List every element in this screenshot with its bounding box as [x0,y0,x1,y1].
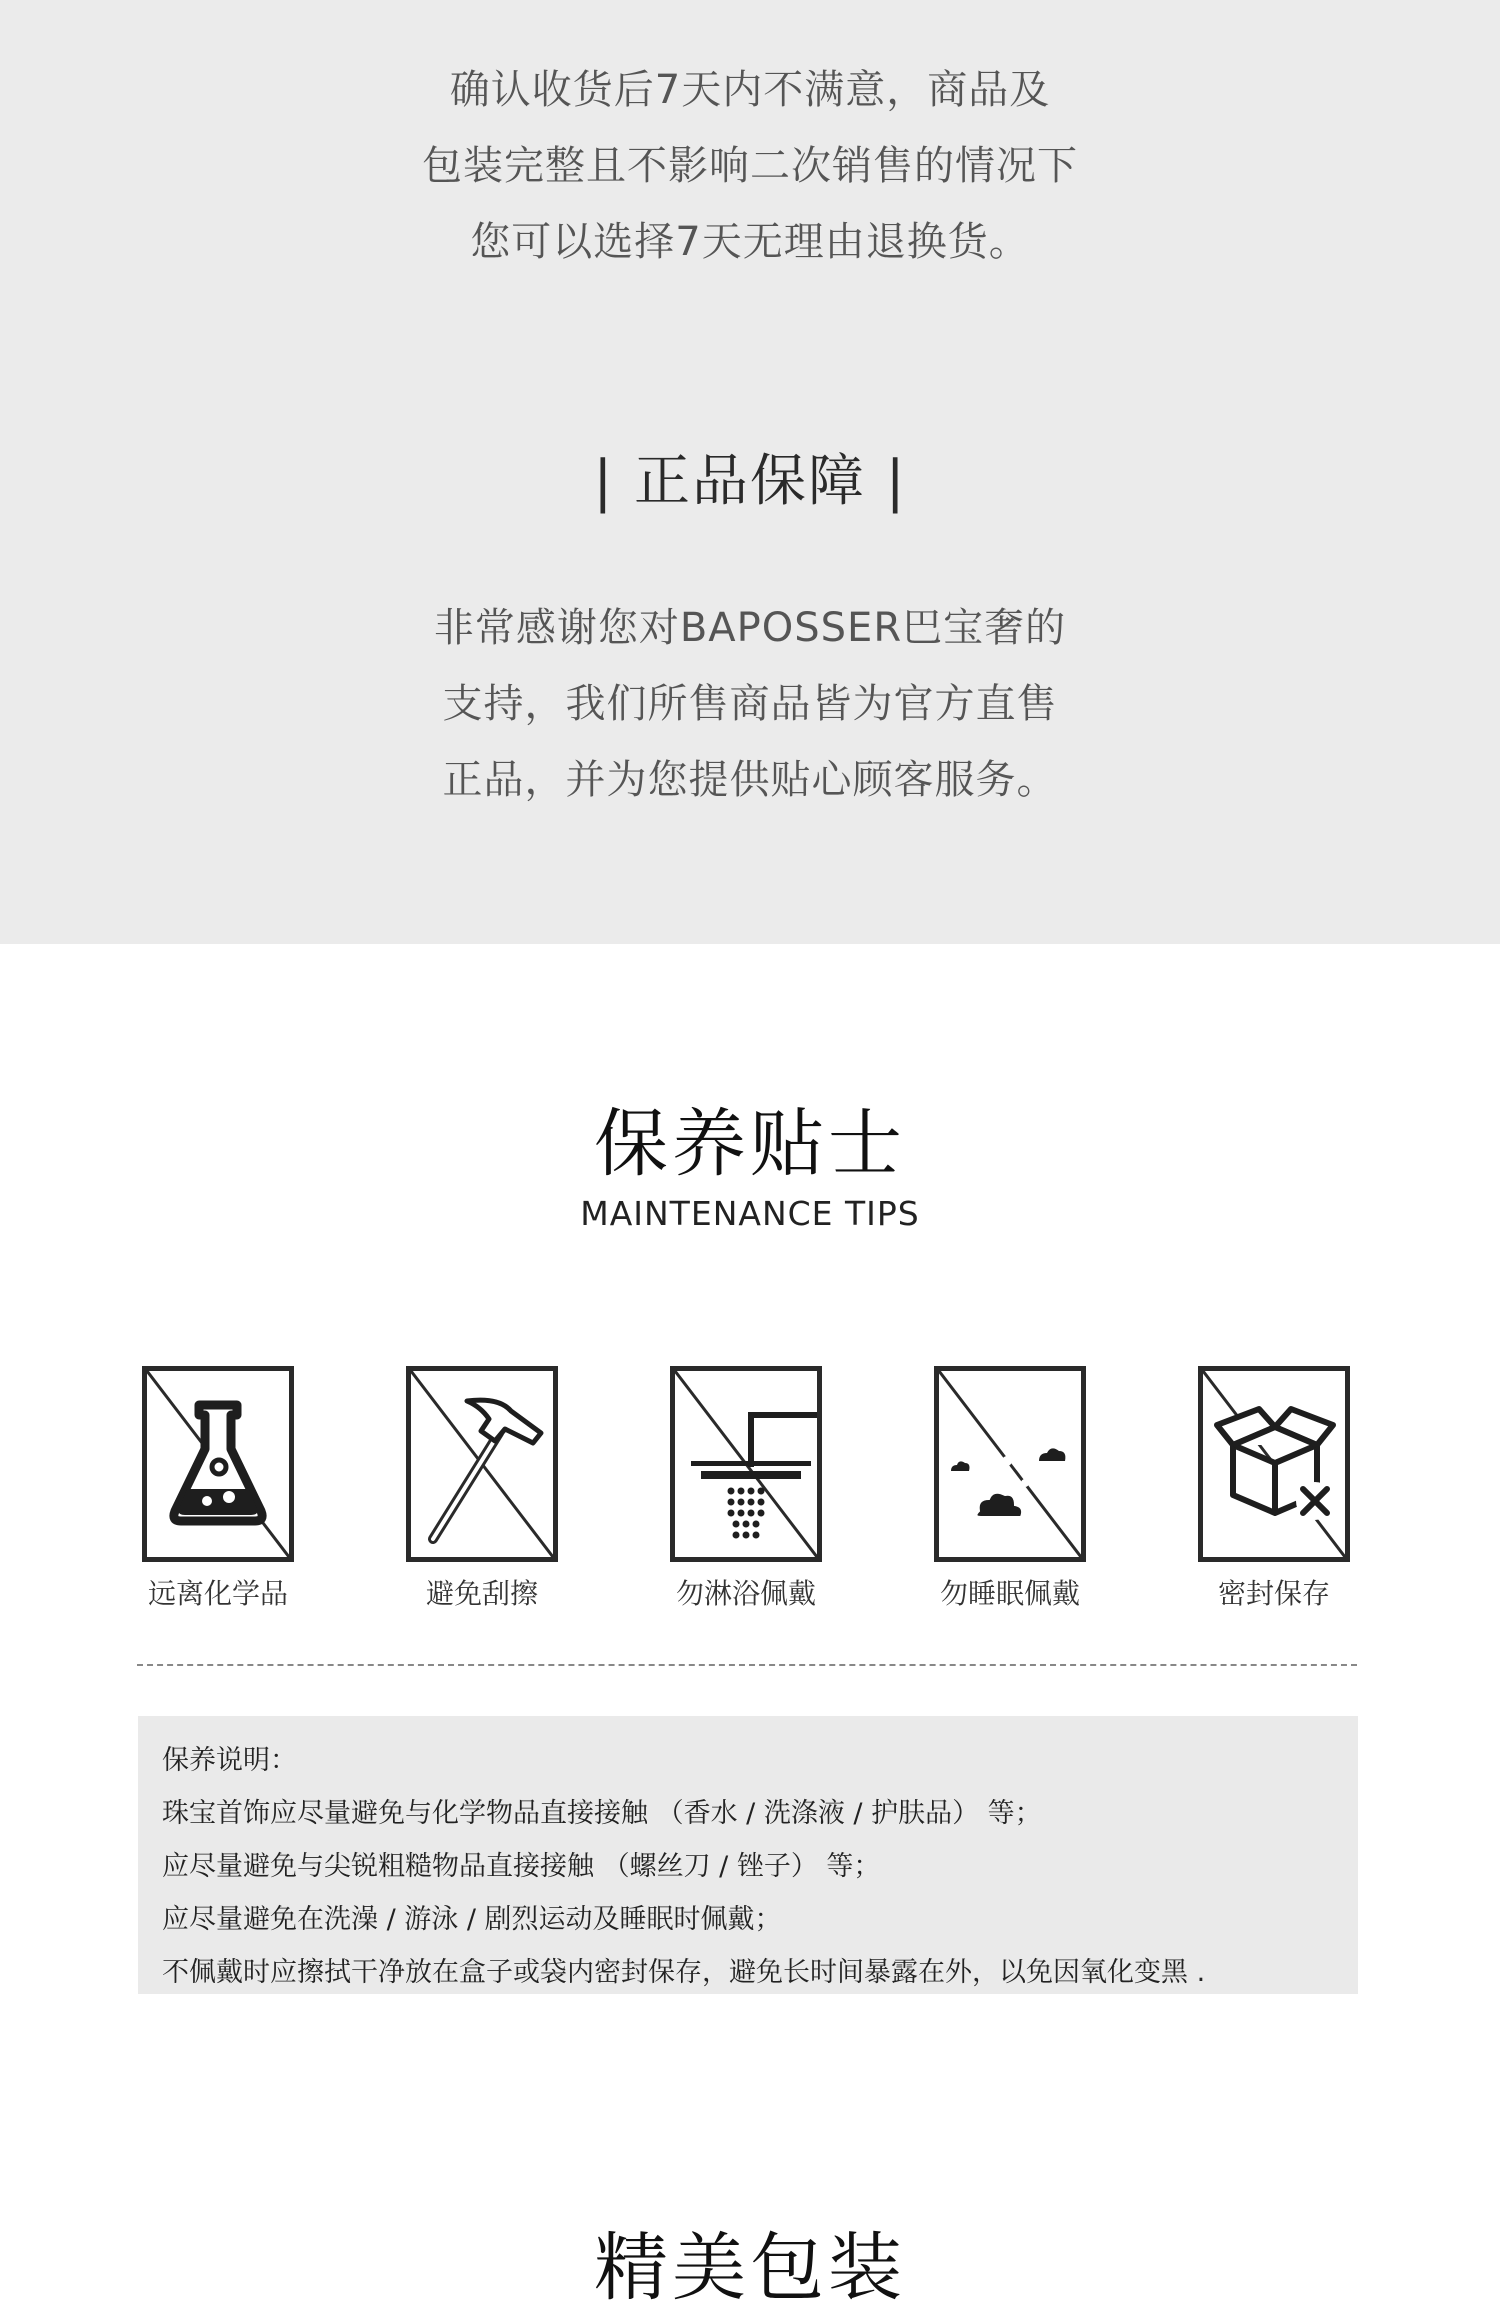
maintenance-item-label: 避免刮擦 [425,1577,538,1610]
section-divider [137,1664,1357,1666]
icon-frame [142,1366,294,1562]
icon-frame [1198,1366,1350,1562]
sealed-box-icon [1203,1371,1345,1557]
maintenance-item-scratch [382,1366,582,1626]
maintenance-item-label: 勿淋浴佩戴 [675,1577,816,1610]
maintenance-item-sleep [910,1366,1110,1626]
maintenance-item-chemicals [118,1366,318,1626]
hammer-icon [411,1371,553,1557]
maintenance-subtitle: MAINTENANCE TIPS [580,1194,920,1233]
returns-line: 包装完整且不影响二次销售的情况下 [422,143,1078,189]
authenticity-line: 非常感谢您对BAPOSSER巴宝奢的 [433,605,1067,651]
authenticity-line: 正品，并为您提供贴心顾客服务。 [442,757,1058,803]
maintenance-item-shower [646,1366,846,1626]
packaging-title: 精美包装 [594,2225,906,2311]
shower-icon [675,1371,817,1557]
authenticity-line: 支持，我们所售商品皆为官方直售 [442,681,1058,727]
returns-line: 您可以选择7天无理由退换货。 [470,219,1030,265]
care-line: 珠宝首饰应尽量避免与化学物品直接接触 （香水 / 洗涤液 / 护肤品） 等； [162,1798,1042,1829]
icon-frame [934,1366,1086,1562]
maintenance-item-label: 密封保存 [1217,1577,1330,1610]
maintenance-item-label: 勿睡眠佩戴 [939,1577,1080,1610]
maintenance-item-seal [1174,1366,1374,1626]
care-line: 应尽量避免在洗澡 / 游泳 / 剧烈运动及睡眠时佩戴； [162,1904,782,1935]
authenticity-title: | 正品保障 | [593,449,907,514]
moon-sleep-icon [939,1371,1081,1557]
returns-policy [0,52,1500,280]
care-heading: 保养说明： [162,1745,297,1776]
icon-frame [670,1366,822,1562]
chemical-flask-icon [147,1371,289,1557]
authenticity-text [0,590,1500,818]
maintenance-title: 保养贴士 [594,1101,906,1187]
care-line: 应尽量避免与尖锐粗糙物品直接接触 （螺丝刀 / 锉子） 等； [162,1851,881,1882]
care-line: 不佩戴时应擦拭干净放在盒子或袋内密封保存，避免长时间暴露在外，以免因氧化变黑 . [162,1957,1206,1988]
care-instructions [138,1716,1358,1994]
maintenance-item-label: 远离化学品 [147,1577,288,1610]
returns-line: 确认收货后7天内不满意，商品及 [449,67,1051,113]
maintenance-icons [0,1366,1500,1626]
icon-frame [406,1366,558,1562]
